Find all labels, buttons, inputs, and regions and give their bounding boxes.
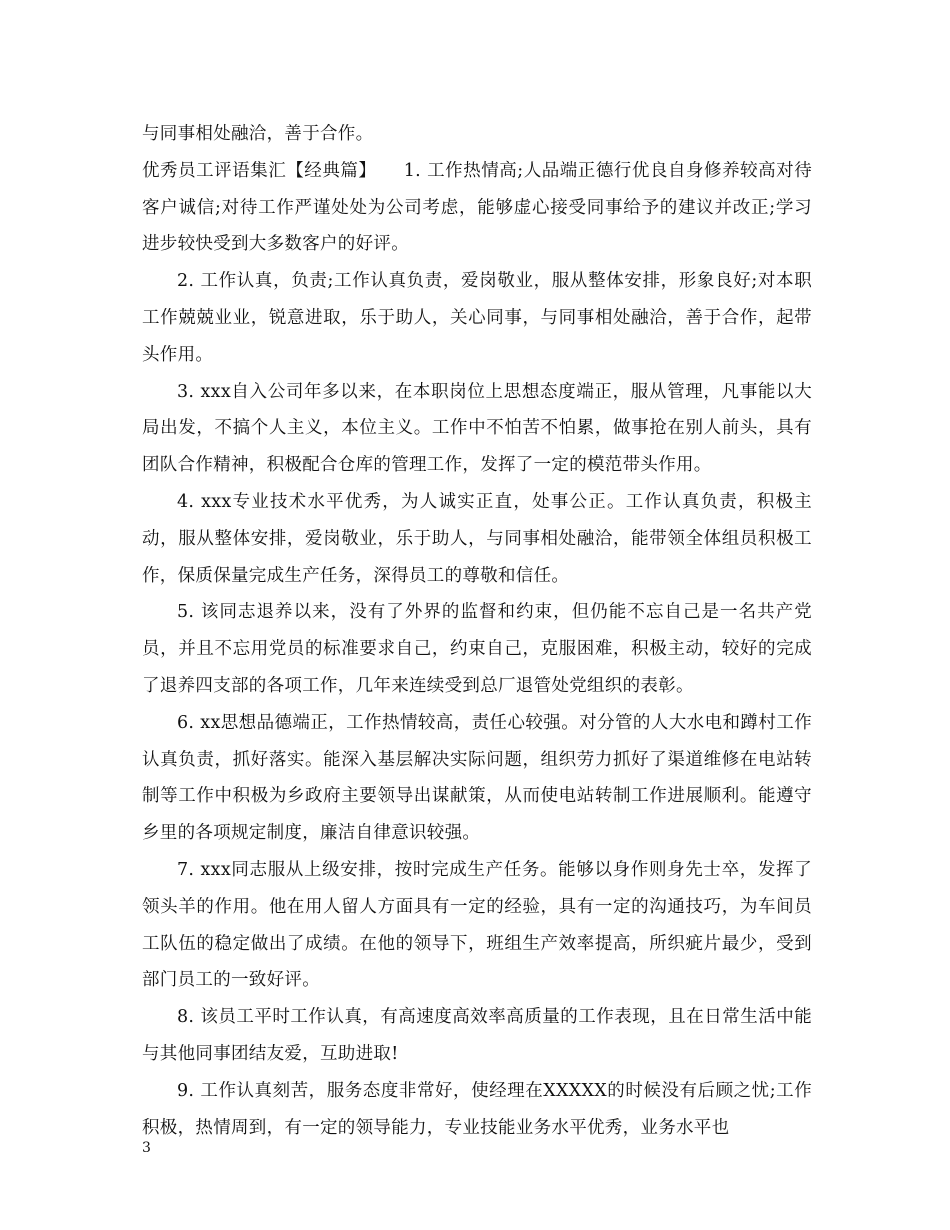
paragraph-6: 6. xx思想品德端正，工作热情较高，责任心较强。对分管的人大水电和蹲村工作认真负责，抓好落实。能深入基层解决实际问题，组织劳力抓好了渠道维修在电站转制等工作中积极为乡政府主要领导出谋献策，从而使电站转制工作进展顺利。能遵守乡里的各项规定制度，廉洁自律意识较强。 bbox=[142, 712, 812, 844]
paragraph-8: 8. 该员工平时工作认真，有高速度高效率高质量的工作表现，且在日常生活中能与其他同事团结友爱，互助进取! bbox=[142, 1007, 812, 1064]
paragraph-3: 3. xxx自入公司年多以来，在本职岗位上思想态度端正，服从管理，凡事能以大局出发，不搞个人主义，本位主义。工作中不怕苦不怕累，做事抢在别人前头，具有团队合作精神，积极配合仓库的管理工作，发挥了一定的模范带头作用。 bbox=[142, 381, 812, 476]
paragraph-9: 9. 工作认真刻苦，服务态度非常好，使经理在XXXXX的时候没有后顾之忧;工作积极，热情周到，有一定的领导能力，专业技能业务水平优秀，业务水平也 bbox=[142, 1080, 812, 1138]
paragraph-4: 4. xxx专业技术水平优秀，为人诚实正直，处事公正。工作认真负责，积极主动，服从整体安排，爱岗敬业，乐于助人，与同事相处融洽，能带领全体组员积极工作，保质保量完成生产任务，深得员工的尊敬和信任。 bbox=[142, 491, 812, 586]
document-body bbox=[142, 116, 812, 1146]
paragraph-2: 2. 工作认真，负责;工作认真负责，爱岗敬业，服从整体安排，形象良好;对本职工作兢兢业业，锐意进取，乐于助人，关心同事，与同事相处融洽，善于合作，起带头作用。 bbox=[142, 271, 812, 365]
paragraph-0: 与同事相处融洽，善于合作。 bbox=[142, 124, 374, 144]
paragraph-5: 5. 该同志退养以来，没有了外界的监督和约束，但仍能不忘自己是一名共产党员，并且不忘用党员的标准要求自己，约束自己，克服困难，积极主动，较好的完成了退养四支部的各项工作，几年来连续受到总厂退管处党组织的表彰。 bbox=[142, 602, 812, 696]
page-number: 3 bbox=[142, 1140, 151, 1156]
paragraph-7: 7. xxx同志服从上级安排，按时完成生产任务。能够以身作则身先士卒，发挥了领头羊的作用。他在用人留人方面具有一定的经验，具有一定的沟通技巧，为车间员工队伍的稳定做出了成绩。在他的领导下，班组生产效率提高，所织疵片最少，受到部门员工的一致好评。 bbox=[142, 859, 812, 991]
paragraph-1: 优秀员工评语集汇【经典篇】 1. 工作热情高;人品端正德行优良自身修养较高对待客户诚信;对待工作严谨处处为公司考虑，能够虚心接受同事给予的建议并改正;学习进步较快受到大多数客户的好评。 bbox=[142, 160, 812, 255]
